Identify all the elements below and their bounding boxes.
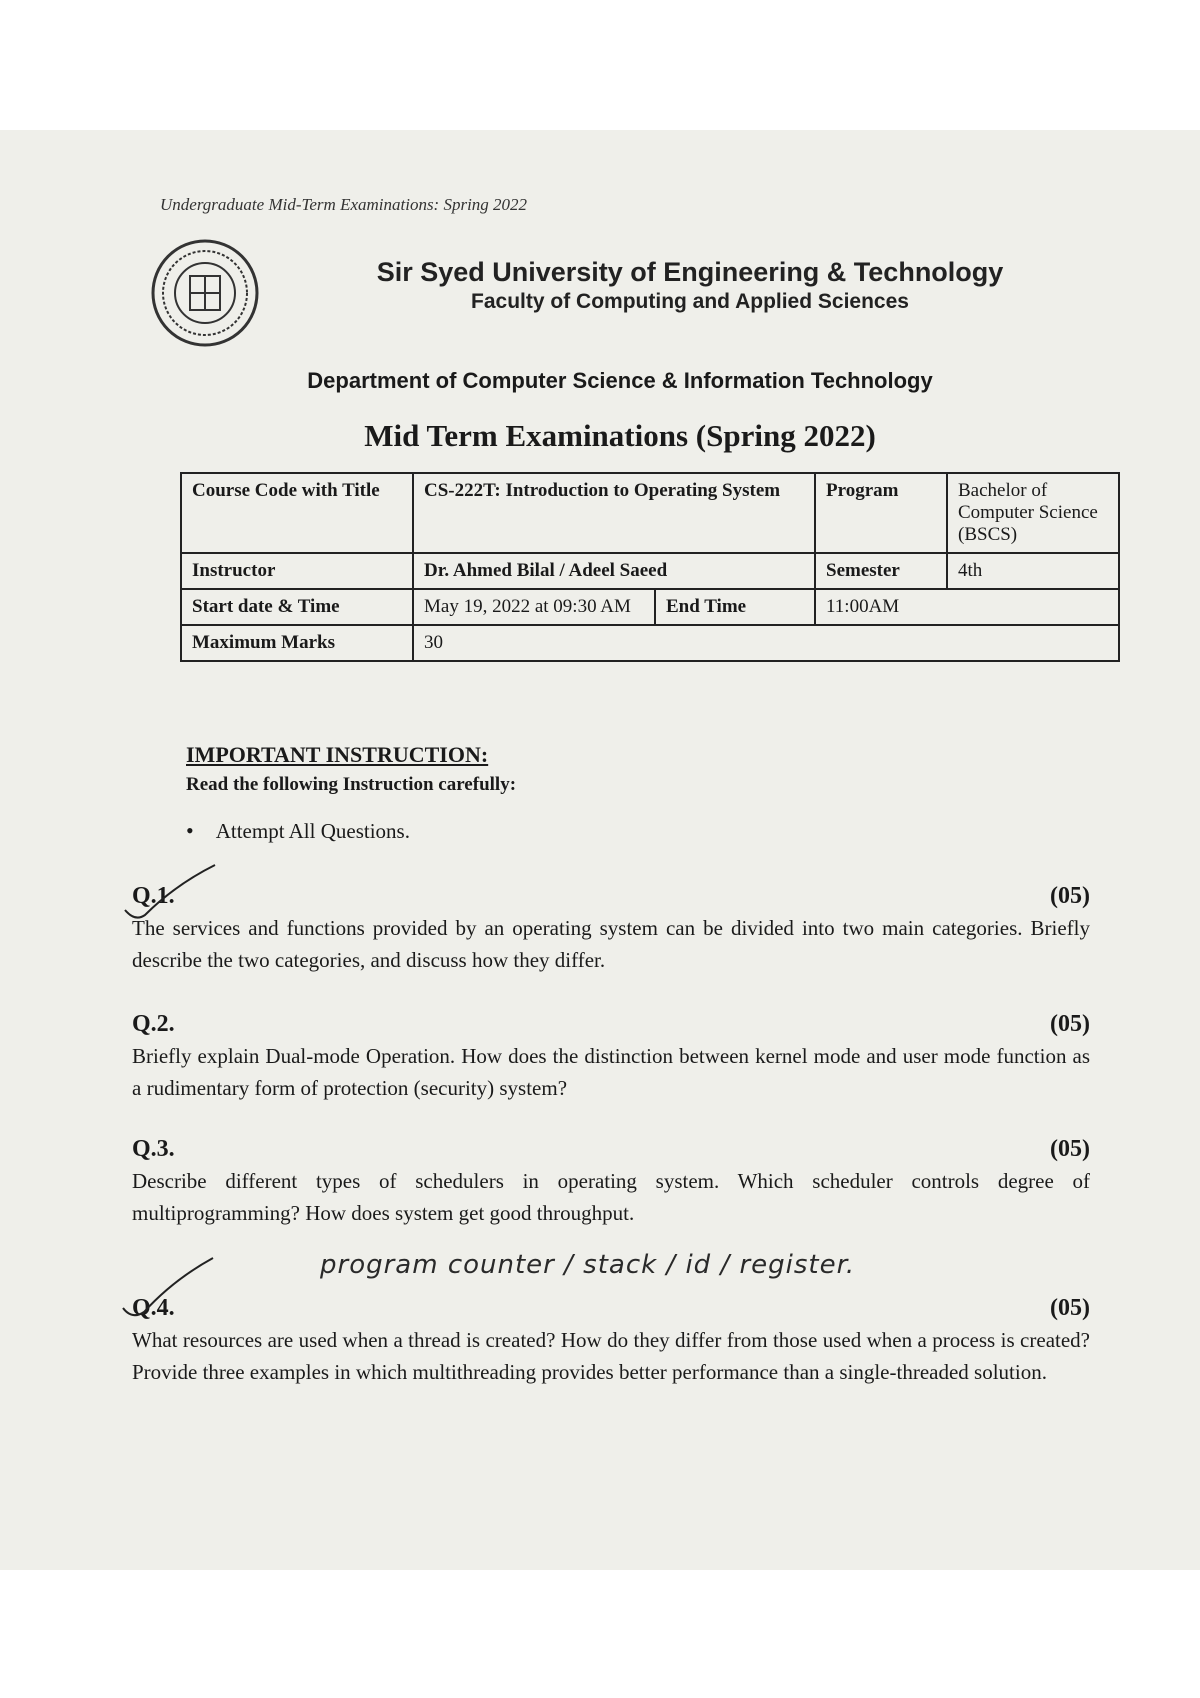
header-note: Undergraduate Mid-Term Examinations: Spring 2022 — [160, 195, 528, 214]
course-label: Course Code with Title — [181, 473, 413, 553]
faculty-name: Faculty of Computing and Applied Sciences — [471, 290, 909, 313]
instructions-list — [186, 818, 410, 844]
marks-value: 30 — [413, 625, 1119, 661]
handwritten-note: program counter / stack / id / register. — [320, 1250, 856, 1280]
semester-value: 4th — [947, 553, 1119, 589]
question-text: Briefly explain Dual-mode Operation. How does the distinction between kernel mode and user mode function as a rudimentary form of protection (security) system? — [132, 1044, 1090, 1100]
department-name: Department of Computer Science & Information Technology — [307, 368, 933, 393]
end-label: End Time — [655, 589, 815, 625]
question-marks: (05) — [1050, 883, 1090, 909]
instruction-item: • Attempt All Questions. — [186, 818, 410, 844]
question-label: Q.2. — [132, 1011, 175, 1037]
question-4 — [132, 1292, 1090, 1388]
exam-info-table — [180, 472, 1120, 662]
question-2 — [132, 1008, 1090, 1104]
question-marks: (05) — [1050, 1011, 1090, 1037]
marks-label: Maximum Marks — [181, 625, 413, 661]
university-header — [355, 257, 1025, 314]
question-marks: (05) — [1050, 1136, 1090, 1162]
question-text: Describe different types of schedulers in operating system. Which scheduler controls degree of multiprogramming? How does system get good throughput. — [132, 1169, 1090, 1225]
university-seal-icon — [150, 238, 260, 348]
program-value: Bachelor of Computer Science (BSCS) — [947, 473, 1119, 553]
instructions-subtitle: Read the following Instruction carefully: — [186, 774, 517, 795]
question-marks: (05) — [1050, 1295, 1090, 1321]
semester-label: Semester — [815, 553, 947, 589]
question-text: The services and functions provided by an operating system can be divided into two main categories. Briefly describe the two categories, and discuss how they differ. — [132, 916, 1090, 972]
question-label: Q.3. — [132, 1136, 175, 1162]
instructions-title: IMPORTANT INSTRUCTION: — [186, 742, 489, 767]
end-value: 11:00AM — [815, 589, 1119, 625]
question-1 — [132, 880, 1090, 976]
course-value: CS-222T: Introduction to Operating System — [413, 473, 815, 553]
checkmark-icon — [118, 1250, 218, 1325]
university-name: Sir Syed University of Engineering & Technology — [376, 257, 1004, 287]
checkmark-icon — [120, 860, 220, 930]
instructor-value: Dr. Ahmed Bilal / Adeel Saeed — [413, 553, 815, 589]
instructor-label: Instructor — [181, 553, 413, 589]
exam-title: Mid Term Examinations (Spring 2022) — [364, 418, 876, 453]
question-text: What resources are used when a thread is created? How do they differ from those used when a process is created? Provide three examples in which multithreading provides better performance than a single-threaded solution. — [132, 1328, 1090, 1384]
question-label: Q.4. — [132, 1295, 175, 1321]
question-label: Q.1. — [132, 883, 175, 909]
start-label: Start date & Time — [181, 589, 413, 625]
program-label: Program — [815, 473, 947, 553]
start-value: May 19, 2022 at 09:30 AM — [413, 589, 655, 625]
question-3 — [132, 1133, 1090, 1229]
